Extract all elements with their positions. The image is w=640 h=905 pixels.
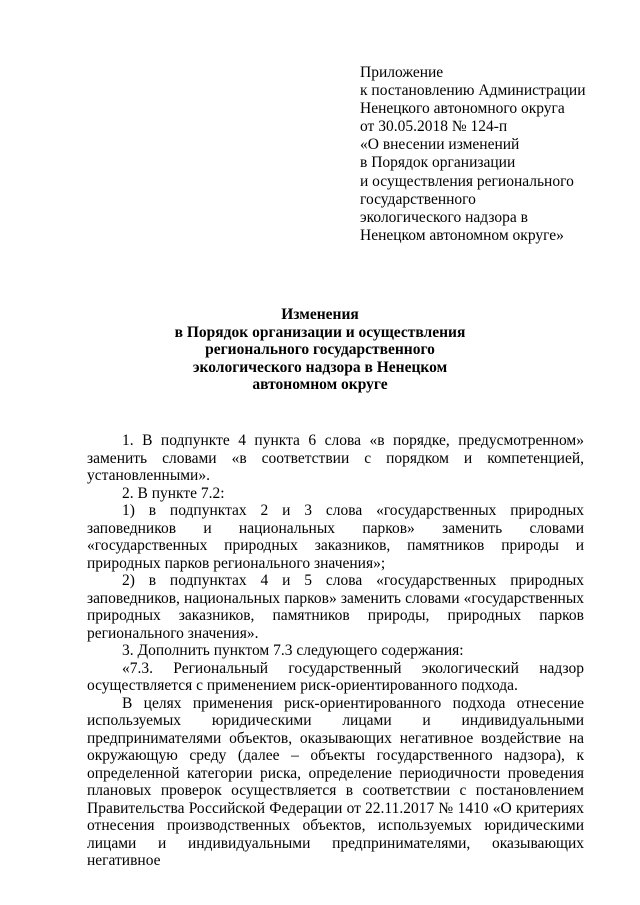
title-line: в Порядок организации и осуществления — [174, 323, 466, 341]
appendix-line: от 30.05.2018 № 124-п — [360, 118, 508, 136]
appendix-line: в Порядок организации — [360, 154, 516, 172]
title-line: Изменения — [281, 306, 359, 323]
appendix-block — [360, 64, 630, 245]
document-body — [87, 432, 584, 870]
document-title — [0, 306, 640, 394]
paragraph-item-1: 1. В подпункте 4 пункта 6 слова «в порядке, предусмотренном» заменить словами «в соответствии с порядком и компетенцией, установленными». — [87, 432, 584, 484]
title-line: автономном округе — [252, 376, 388, 394]
paragraph-risk-approach: В целях применения риск-ориентированного подхода отнесение используемых юридическими лицами и индивидуальными предпринимателями объектов, оказывающих негативное воздействие на окружающую среду (далее – объекты государственного надзора), к определенной категории риска, определение периодичности проведения плановых проверок осуществляется в соответствии с постановлением Правительства Российской Федерации от 22.11.2017 № 1410 «О критериях отнесения производственных объектов, используемых юридическими лицами и индивидуальными предпринимателями, оказывающих негативное — [87, 694, 584, 869]
appendix-line: Приложение — [360, 64, 444, 81]
paragraph-subitem-2: 2) в подпунктах 4 и 5 слова «государственных природных заповедников, национальных парков» заменить словами «государственных природных заказников, памятников природы, природных парков регионального значения». — [87, 572, 584, 642]
appendix-line: к постановлению Администрации — [360, 82, 586, 100]
title-line: регионального государственного — [205, 341, 435, 359]
appendix-line: экологического надзора в — [360, 208, 528, 226]
paragraph-item-2: 2. В пункте 7.2: — [122, 484, 225, 502]
appendix-line: «О внесении изменений — [360, 136, 520, 154]
paragraph-item-3: 3. Дополнить пунктом 7.3 следующего содержания: — [122, 642, 464, 659]
paragraph-subitem-1: 1) в подпунктах 2 и 3 слова «государственных природных заповедников и национальных парков» заменить словами «государственных природных заказников, памятников природы и природных парков регионального значения»; — [87, 502, 584, 572]
title-line: экологического надзора в Ненецком — [192, 358, 448, 376]
appendix-line: Ненецкого автономного округа — [360, 100, 565, 118]
appendix-line: и осуществления регионального — [360, 172, 574, 190]
appendix-line: Ненецком автономном округе» — [360, 226, 564, 244]
appendix-line: государственного — [360, 190, 476, 208]
paragraph-point-7-3: «7.3. Региональный государственный экологический надзор осуществляется с применением риск-ориентированного подхода. — [87, 659, 584, 694]
